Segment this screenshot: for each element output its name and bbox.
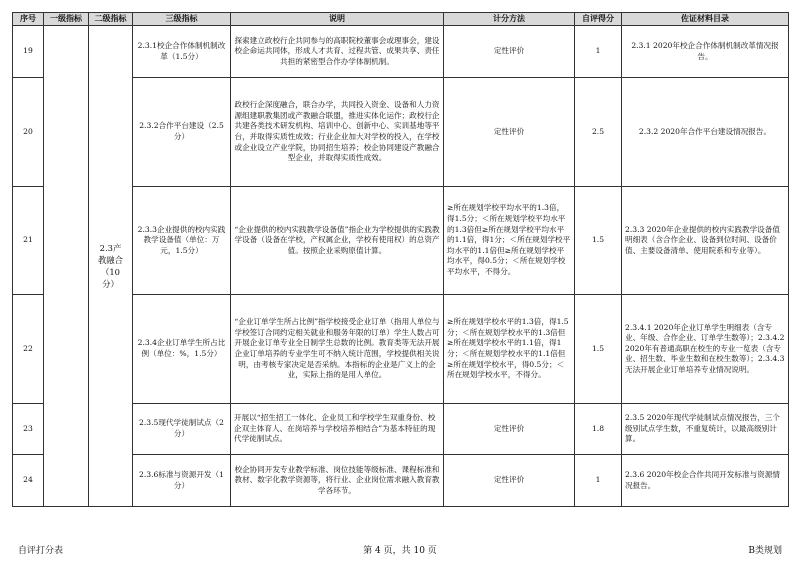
header-no: 序号 bbox=[13, 13, 44, 26]
self-score-cell: 1.8 bbox=[575, 404, 622, 455]
self-score-cell: 1 bbox=[575, 455, 622, 507]
level3-cell: 2.3.2合作平台建设（2.5分） bbox=[133, 78, 231, 187]
self-score-cell: 1 bbox=[575, 26, 622, 78]
self-score-cell: 2.5 bbox=[575, 78, 622, 187]
evidence-cell: 2.3.4.1 2020年企业订单学生明细表（含专业、年级、合作企业、订单学生数等）；2.3.4.2 2020年有普通高职在校生的专业一览表（含专业、招生数、毕业生数和在校生数等）；2.3.4.3 无法开展企业订单培养专业情况说明。 bbox=[622, 295, 789, 404]
evaluation-table bbox=[12, 12, 789, 507]
row-no: 21 bbox=[13, 187, 44, 295]
header-level3: 三级指标 bbox=[133, 13, 231, 26]
header-self-score: 自评得分 bbox=[575, 13, 622, 26]
page-number: 第 4 页，共 10 页 bbox=[363, 546, 437, 556]
level3-cell: 2.3.3企业提供的校内实践教学设备值（单位：万元，1.5分） bbox=[133, 187, 231, 295]
description-cell: 校企协同开发专业教学标准、岗位技能等级标准、课程标准和教材、数字化教学资源等，将行业、企业岗位需求融入教育教学各环节。 bbox=[231, 455, 444, 507]
row-no: 19 bbox=[13, 26, 44, 78]
description-cell: “企业订单学生所占比例”指学校接受企业订单（指用人单位与学校签订合同约定相关就业和服务年限的订单）学生人数占可开展企业订单专业全日制学生总数的比例。教育类等无法开展企业订单培养的专业学生可不纳入统计范围，学校提供相关说明，由考核专家决定是否采纳。本指标的企业是广义上的企业，实际上指的是用人单位。 bbox=[231, 295, 444, 404]
method-cell: 定性评价 bbox=[444, 404, 575, 455]
evidence-cell: 2.3.5 2020年现代学徒制试点情况报告，三个级别试点学生数，不重复统计，以最高级别计算。 bbox=[622, 404, 789, 455]
footer-right-text: B类规划 bbox=[748, 546, 782, 556]
header-level1: 一级指标 bbox=[44, 13, 89, 26]
row-no: 23 bbox=[13, 404, 44, 455]
method-cell: ≥所在规划学校平均水平的1.3倍，得1.5分；＜所在规划学校平均水平的1.3倍但≥所在规划学校平均水平的1.1倍，得1分；＜所在规划学校平均水平的1.1倍但≥所在规划学校平均水平，得0.5分；＜所在规划学校平均水平，不得分。 bbox=[444, 187, 575, 295]
level3-cell: 2.3.6标准与资源开发（1分） bbox=[133, 455, 231, 507]
level3-cell: 2.3.5现代学徒制试点（2分） bbox=[133, 404, 231, 455]
row-no: 24 bbox=[13, 455, 44, 507]
method-cell: ≥所在规划学校水平的1.3倍，得1.5分；＜所在规划学校水平的1.3倍但≥所在规划学校水平的1.1倍，得1分；＜所在规划学校水平的1.1倍但≥所在规划学校水平，得0.5分；＜所在规划学校水平，不得分。 bbox=[444, 295, 575, 404]
description-cell: 开展以“招生招工一体化、企业员工和学校学生双重身份、校企双主体育人、在岗培养与学校培养相结合”为基本特征的现代学徒制试点。 bbox=[231, 404, 444, 455]
score-sheet bbox=[12, 12, 788, 507]
header-level2: 二级指标 bbox=[89, 13, 133, 26]
level3-cell: 2.3.4企业订单学生所占比例（单位：%，1.5分） bbox=[133, 295, 231, 404]
evidence-cell: 2.3.6 2020年校企合作共同开发标准与资源情况报告。 bbox=[622, 455, 789, 507]
level3-cell: 2.3.1校企合作体制机制改革（1.5分） bbox=[133, 26, 231, 78]
page-footer bbox=[18, 543, 782, 557]
evidence-cell: 2.3.1 2020年校企合作体制机制改革情况报告。 bbox=[622, 26, 789, 78]
description-cell: 政校行企深度融合，联合办学，共同投入资金、设备和人力资源组建职教集团或产教融合联盟，推进实体化运作；政校行企共建各类技术研发机构、培训中心、创新中心、实训基地等平台，并取得实质性成效；行业企业加大对学校的投入，在学校或企业设立产业学院，协同招生培养；校企协同建设产教融合型企业，并取得实质性成效。 bbox=[231, 78, 444, 187]
evidence-cell: 2.3.3 2020年企业提供的校内实践教学设备值明细表（含合作企业、设备到位时间、设备价值、主要设备清单、使用院系和专业等）。 bbox=[622, 187, 789, 295]
row-no: 20 bbox=[13, 78, 44, 187]
evidence-cell: 2.3.2 2020年合作平台建设情况报告。 bbox=[622, 78, 789, 187]
self-score-cell: 1.5 bbox=[575, 187, 622, 295]
description-cell: “企业提供的校内实践教学设备值”指企业为学校提供的实践教学设备（设备在学校，产权属企业，学校有使用权）的总资产值。按照企业采购原值计算。 bbox=[231, 187, 444, 295]
level2-cell: 2.3产教融合（10分） bbox=[89, 26, 133, 507]
method-cell: 定性评价 bbox=[444, 455, 575, 507]
footer-left-text: 自评打分表 bbox=[18, 546, 64, 556]
header-description: 说明 bbox=[231, 13, 444, 26]
header-method: 计分方法 bbox=[444, 13, 575, 26]
row-no: 22 bbox=[13, 295, 44, 404]
table-header-row bbox=[13, 13, 789, 26]
method-cell: 定性评价 bbox=[444, 78, 575, 187]
description-cell: 探索建立政校行企共同参与的高职院校董事会或理事会，建设校企命运共同体，形成人才共育、过程共管、成果共享、责任共担的紧密型合作办学体制机制。 bbox=[231, 26, 444, 78]
header-evidence: 佐证材料目录 bbox=[622, 13, 789, 26]
level1-cell bbox=[44, 26, 89, 507]
method-cell: 定性评价 bbox=[444, 26, 575, 78]
table-row bbox=[13, 26, 789, 78]
self-score-cell: 1.5 bbox=[575, 295, 622, 404]
